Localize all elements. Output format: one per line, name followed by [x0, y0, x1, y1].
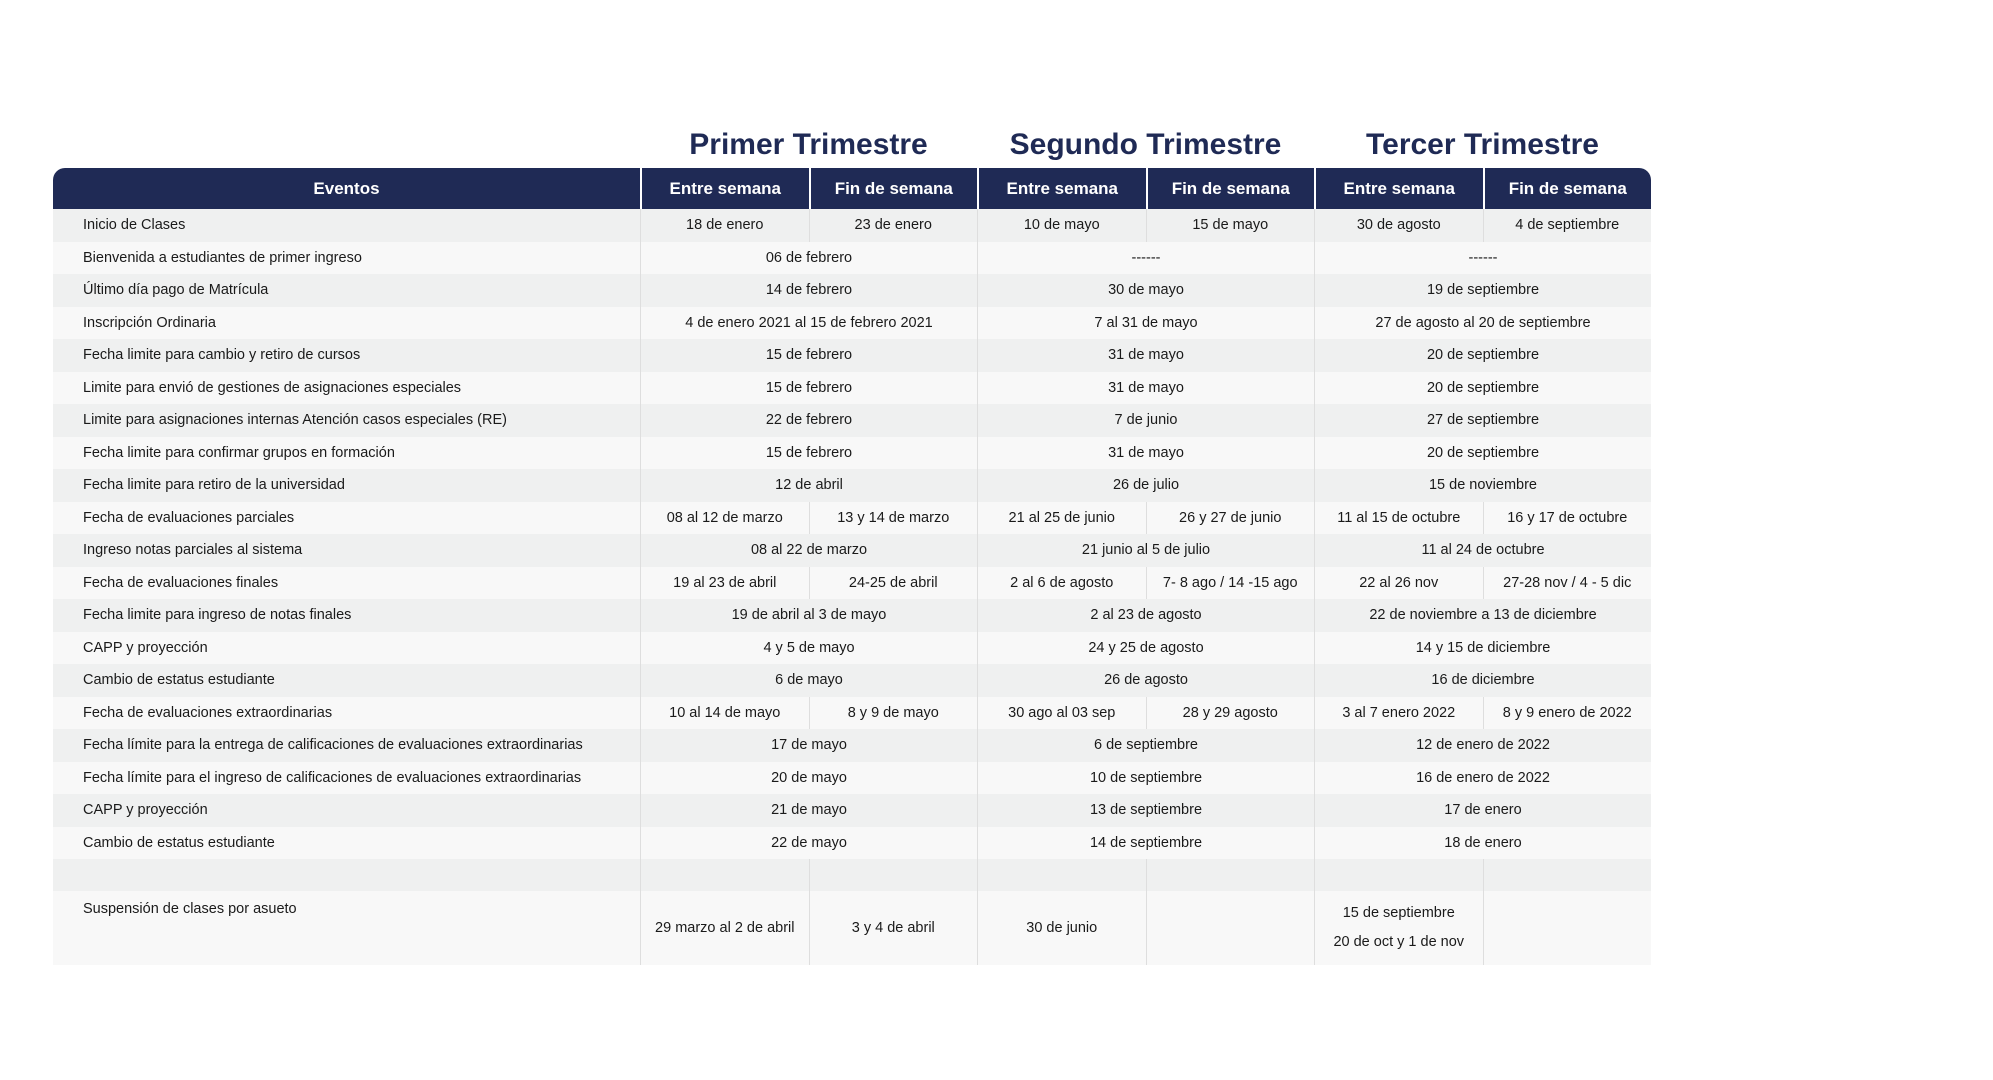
date-cell: 29 marzo al 2 de abril	[640, 891, 809, 965]
event-name: Fecha limite para cambio y retiro de cursos	[53, 339, 640, 372]
date-cell: 19 al 23 de abril	[640, 567, 809, 600]
event-name: Bienvenida a estudiantes de primer ingreso	[53, 242, 640, 275]
event-name: Cambio de estatus estudiante	[53, 664, 640, 697]
date-cell: 24-25 de abril	[809, 567, 978, 600]
table-row	[53, 794, 1651, 827]
date-cell-merged: 6 de mayo	[640, 664, 977, 697]
date-cell-merged: 31 de mayo	[977, 437, 1314, 470]
event-name: Ingreso notas parciales al sistema	[53, 534, 640, 567]
date-line: 15 de septiembre	[1342, 905, 1455, 921]
trimester-titles	[53, 110, 1651, 168]
table-row	[53, 534, 1651, 567]
date-cell: 27-28 nov / 4 - 5 dic	[1483, 567, 1652, 600]
date-cell: 22 al 26 nov	[1314, 567, 1483, 600]
date-cell: 16 y 17 de octubre	[1483, 502, 1652, 535]
table-body	[53, 209, 1651, 965]
table-row-asueto	[53, 891, 1651, 965]
date-cell: 13 y 14 de marzo	[809, 502, 978, 535]
date-cell: 11 al 15 de octubre	[1314, 502, 1483, 535]
table-row	[53, 469, 1651, 502]
date-cell: 10 de mayo	[977, 209, 1146, 242]
event-name: Fecha límite para la entrega de calificaciones de evaluaciones extraordinarias	[53, 729, 640, 762]
date-cell-merged: ------	[977, 242, 1314, 275]
date-cell-merged: 24 y 25 de agosto	[977, 632, 1314, 665]
table-row	[53, 729, 1651, 762]
date-cell-merged: 22 de mayo	[640, 827, 977, 860]
date-cell-merged: 15 de febrero	[640, 372, 977, 405]
date-cell-merged: 4 de enero 2021 al 15 de febrero 2021	[640, 307, 977, 340]
event-name: CAPP y proyección	[53, 632, 640, 665]
date-cell-merged: 19 de abril al 3 de mayo	[640, 599, 977, 632]
table-header-row	[53, 168, 1651, 209]
date-cell-merged: 6 de septiembre	[977, 729, 1314, 762]
date-cell-merged: 06 de febrero	[640, 242, 977, 275]
date-cell: 30 de agosto	[1314, 209, 1483, 242]
event-name: Limite para envió de gestiones de asignaciones especiales	[53, 372, 640, 405]
date-cell: 18 de enero	[640, 209, 809, 242]
table-row	[53, 697, 1651, 730]
date-cell: 8 y 9 enero de 2022	[1483, 697, 1652, 730]
date-cell-multiline	[1314, 891, 1483, 965]
date-cell: 30 ago al 03 sep	[977, 697, 1146, 730]
date-cell-merged: 10 de septiembre	[977, 762, 1314, 795]
date-cell-merged: 20 de septiembre	[1314, 339, 1651, 372]
date-cell-merged: 2 al 23 de agosto	[977, 599, 1314, 632]
table-row	[53, 274, 1651, 307]
date-cell: 3 al 7 enero 2022	[1314, 697, 1483, 730]
header-t3-entre-semana: Entre semana	[1314, 168, 1483, 209]
date-cell-merged: 21 junio al 5 de julio	[977, 534, 1314, 567]
event-name: Fecha de evaluaciones finales	[53, 567, 640, 600]
header-t2-entre-semana: Entre semana	[977, 168, 1146, 209]
table-row	[53, 404, 1651, 437]
table-row	[53, 372, 1651, 405]
table-row	[53, 242, 1651, 275]
event-name: Fecha de evaluaciones parciales	[53, 502, 640, 535]
event-name: Fecha límite para el ingreso de calificaciones de evaluaciones extraordinarias	[53, 762, 640, 795]
date-cell: 15 de mayo	[1146, 209, 1315, 242]
header-t1-entre-semana: Entre semana	[640, 168, 809, 209]
event-name: Inscripción Ordinaria	[53, 307, 640, 340]
table-row	[53, 209, 1651, 242]
table-row	[53, 502, 1651, 535]
date-cell: 28 y 29 agosto	[1146, 697, 1315, 730]
date-cell-merged: 16 de enero de 2022	[1314, 762, 1651, 795]
date-cell-merged: 08 al 22 de marzo	[640, 534, 977, 567]
date-cell-merged: 18 de enero	[1314, 827, 1651, 860]
event-name: Fecha de evaluaciones extraordinarias	[53, 697, 640, 730]
header-t2-fin-de-semana: Fin de semana	[1146, 168, 1315, 209]
date-cell-merged: 4 y 5 de mayo	[640, 632, 977, 665]
table-row	[53, 632, 1651, 665]
date-cell-merged: 27 de septiembre	[1314, 404, 1651, 437]
date-cell-merged: 7 de junio	[977, 404, 1314, 437]
event-name: Inicio de Clases	[53, 209, 640, 242]
date-cell-merged: 19 de septiembre	[1314, 274, 1651, 307]
date-cell-merged: 7 al 31 de mayo	[977, 307, 1314, 340]
date-cell-merged: 15 de febrero	[640, 437, 977, 470]
event-name: Limite para asignaciones internas Atención casos especiales (RE)	[53, 404, 640, 437]
trimester-title-1: Primer Trimestre	[689, 128, 928, 161]
date-cell-merged: 22 de febrero	[640, 404, 977, 437]
event-name: CAPP y proyección	[53, 794, 640, 827]
calendar-table	[53, 168, 1651, 965]
event-name: Último día pago de Matrícula	[53, 274, 640, 307]
event-name: Cambio de estatus estudiante	[53, 827, 640, 860]
spacer-row	[53, 859, 1651, 891]
date-cell-merged: 26 de agosto	[977, 664, 1314, 697]
table-row	[53, 664, 1651, 697]
date-cell-merged: 12 de abril	[640, 469, 977, 502]
date-cell: 26 y 27 de junio	[1146, 502, 1315, 535]
date-cell: 21 al 25 de junio	[977, 502, 1146, 535]
date-cell-merged: 20 de septiembre	[1314, 372, 1651, 405]
date-cell-merged: 26 de julio	[977, 469, 1314, 502]
date-cell-merged: 14 de febrero	[640, 274, 977, 307]
date-cell-merged: ------	[1314, 242, 1651, 275]
date-cell-merged: 17 de mayo	[640, 729, 977, 762]
trimester-title-2: Segundo Trimestre	[1009, 128, 1282, 161]
date-cell-merged: 14 y 15 de diciembre	[1314, 632, 1651, 665]
table-row	[53, 437, 1651, 470]
event-name: Fecha limite para ingreso de notas finales	[53, 599, 640, 632]
date-cell-merged: 22 de noviembre a 13 de diciembre	[1314, 599, 1651, 632]
date-cell-merged: 13 de septiembre	[977, 794, 1314, 827]
table-row	[53, 307, 1651, 340]
table-row	[53, 762, 1651, 795]
date-cell: 30 de junio	[977, 891, 1146, 965]
date-cell-merged: 20 de mayo	[640, 762, 977, 795]
header-eventos: Eventos	[53, 168, 640, 209]
date-cell-merged: 20 de septiembre	[1314, 437, 1651, 470]
date-cell-merged: 14 de septiembre	[977, 827, 1314, 860]
date-cell-merged: 31 de mayo	[977, 372, 1314, 405]
date-cell: 8 y 9 de mayo	[809, 697, 978, 730]
date-cell-merged: 31 de mayo	[977, 339, 1314, 372]
table-row	[53, 827, 1651, 860]
date-cell: 3 y 4 de abril	[809, 891, 978, 965]
date-cell-merged: 21 de mayo	[640, 794, 977, 827]
header-t1-fin-de-semana: Fin de semana	[809, 168, 978, 209]
trimester-title-3: Tercer Trimestre	[1366, 128, 1599, 161]
event-name: Fecha limite para confirmar grupos en formación	[53, 437, 640, 470]
date-cell: 23 de enero	[809, 209, 978, 242]
date-cell-merged: 17 de enero	[1314, 794, 1651, 827]
header-t3-fin-de-semana: Fin de semana	[1483, 168, 1652, 209]
date-cell-merged: 27 de agosto al 20 de septiembre	[1314, 307, 1651, 340]
table-row	[53, 567, 1651, 600]
date-cell	[1483, 891, 1652, 965]
date-cell: 2 al 6 de agosto	[977, 567, 1146, 600]
date-cell-merged: 12 de enero de 2022	[1314, 729, 1651, 762]
date-cell: 7- 8 ago / 14 -15 ago	[1146, 567, 1315, 600]
date-cell-merged: 15 de noviembre	[1314, 469, 1651, 502]
date-cell: 08 al 12 de marzo	[640, 502, 809, 535]
date-cell-merged: 16 de diciembre	[1314, 664, 1651, 697]
date-cell-merged: 11 al 24 de octubre	[1314, 534, 1651, 567]
date-cell-merged: 30 de mayo	[977, 274, 1314, 307]
date-cell: 4 de septiembre	[1483, 209, 1652, 242]
date-line: 20 de oct y 1 de nov	[1333, 934, 1465, 950]
date-cell	[1146, 891, 1315, 965]
date-cell-merged: 15 de febrero	[640, 339, 977, 372]
event-name: Suspensión de clases por asueto	[53, 891, 640, 965]
academic-calendar	[53, 110, 1651, 965]
table-row	[53, 339, 1651, 372]
event-name: Fecha limite para retiro de la universidad	[53, 469, 640, 502]
table-row	[53, 599, 1651, 632]
date-cell: 10 al 14 de mayo	[640, 697, 809, 730]
